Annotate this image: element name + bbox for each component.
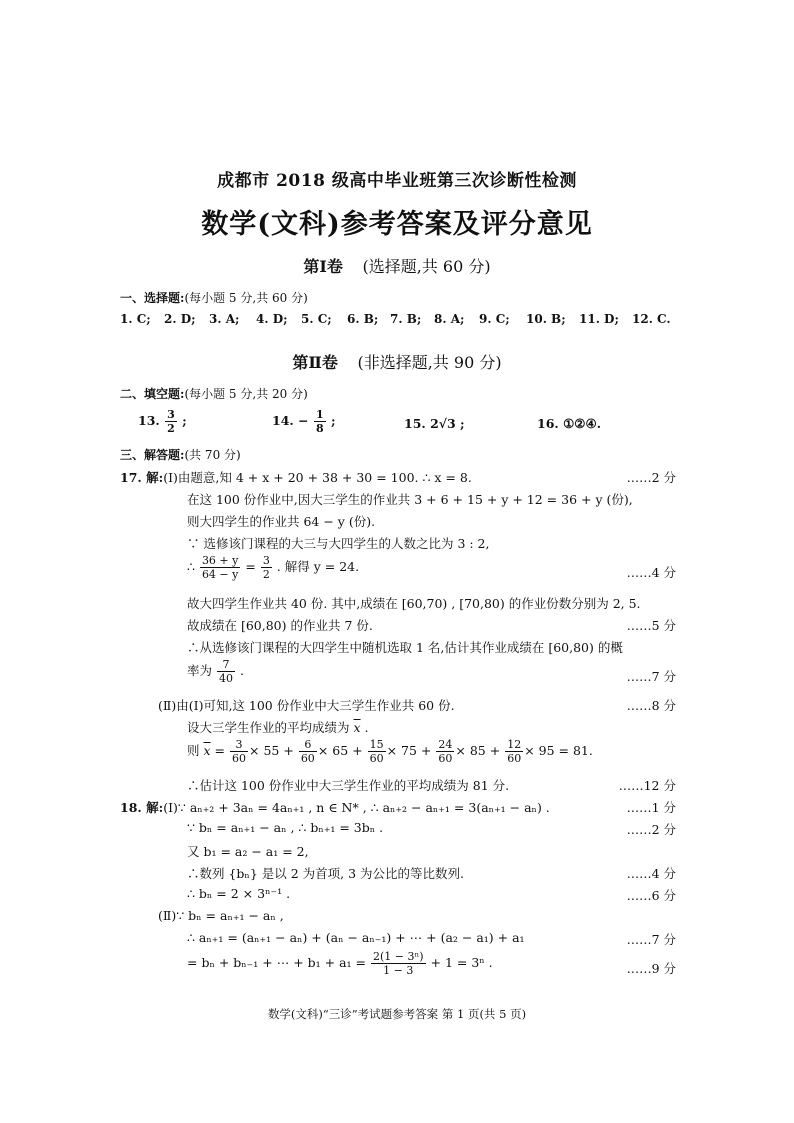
q18-line-6: (Ⅱ)∵ bₙ = aₙ₊₁ − aₙ , [158, 908, 284, 923]
answer-8: 8. A; [434, 312, 465, 326]
solve-section-heading [120, 446, 241, 463]
q18-score-2: ……2 分 [626, 822, 676, 837]
answer-6: 6. B; [347, 312, 379, 326]
q18-score-5: ……7 分 [626, 932, 676, 947]
q18-line-7: ∴ aₙ₊₁ = (aₙ₊₁ − aₙ) + (aₙ − aₙ₋₁) + ⋯ + (a₂ − a₁) + a₁ [187, 930, 525, 945]
q18-line-5: ∴ bₙ = 2 × 3ⁿ⁻¹ . [187, 886, 291, 901]
page-footer: 数学(文科)“三诊”考试题参考答案 第 1 页(共 5 页) [267, 1007, 527, 1021]
q17-score-1: ……2 分 [626, 470, 676, 485]
q17-probability-fraction: $\frac{7}{40}$ [219, 658, 233, 685]
fill-answer-15: 15. 2√3 ; [404, 416, 465, 431]
part1-subtitle: (选择题,共 60 分) [362, 257, 491, 276]
q17-score-4: ……7 分 [626, 669, 676, 684]
choice-answers [120, 312, 671, 326]
answer-2: 2. D; [164, 312, 196, 326]
part1-heading [0, 254, 794, 277]
title-line1: 成都市 2018 级高中毕业班第三次诊断性检测 [217, 171, 577, 191]
answer-3: 3. A; [209, 312, 240, 326]
q17-label: 17. 解: [120, 470, 164, 485]
fill-section-heading [120, 385, 308, 402]
q18-score-4: ……6 分 [626, 888, 676, 903]
solve-section-label: 三、解答题: [120, 448, 185, 462]
q17-line-10: (Ⅱ)由(Ⅰ)可知,这 100 份作业中大三学生作业共 60 份. [158, 698, 455, 713]
fill-answer-13: 13. $\frac{3}{2}$ ; [138, 408, 187, 435]
q17-ratio-fraction: $\frac{36 + y}{64 - y}$ [201, 554, 239, 581]
part2-heading [0, 350, 794, 373]
fill-14-label: 14. − [272, 413, 309, 428]
q17-line-2: 在这 100 份作业中,因大三学生的作业共 3 + 6 + 15 + y + 12 = 36 + y (份), [187, 492, 633, 507]
fill-answer-14: 14. − $\frac{1}{8}$ ; [272, 408, 336, 435]
choice-section-note: (每小题 5 分,共 60 分) [184, 291, 308, 305]
choice-section-label: 一、选择题: [120, 291, 185, 305]
q18-score-6: ……9 分 [626, 961, 676, 976]
q18-score-1: ……1 分 [626, 800, 676, 815]
q18-line-1: 18. 解:(Ⅰ)∵ aₙ₊₂ + 3aₙ = 4aₙ₊₁ , n ∈ N* , ∴ aₙ₊₂ − aₙ₊₁ = 3(aₙ₊₁ − aₙ) . [120, 800, 550, 815]
q17-score-6: ……12 分 [618, 778, 676, 793]
fill-13-fraction: $\frac{3}{2}$ [167, 408, 175, 435]
q18-sum-fraction: $\frac{\text{2(1 − 3ⁿ)}}{1 - 3}$ [372, 950, 424, 977]
fill-14-fraction: $\frac{1}{8}$ [315, 408, 324, 435]
q17-three-halves: $\frac{3}{2}$ [262, 554, 270, 581]
part2-title: 第Ⅱ卷 [292, 353, 338, 372]
choice-section-heading [120, 289, 308, 306]
q17-line-11: 设大三学生作业的平均成绩为 $\overline{x}$ . [187, 720, 369, 735]
fill-section-note: (每小题 5 分,共 20 分) [184, 387, 308, 401]
answer-7: 7. B; [390, 312, 422, 326]
q17-line-5: ∴ $\frac{36 + y}{64 - y}$ = $\frac{3}{2}$ . 解得 y = 24. [187, 554, 360, 581]
part2-subtitle: (非选择题,共 90 分) [357, 353, 502, 372]
fill-answer-16: 16. ①②④. [537, 416, 602, 431]
q17-line-3: 则大四学生的作业共 64 − y (份). [187, 514, 376, 529]
title-line2: 数学(文科)参考答案及评分意见 [201, 209, 593, 240]
q18-score-3: ……4 分 [626, 866, 676, 881]
q17-score-3: ……5 分 [626, 618, 676, 633]
q18-label: 18. 解: [120, 800, 164, 815]
solve-section-note: (共 70 分) [184, 448, 241, 462]
q17-line-9: 率为 $\frac{7}{40}$ . [187, 658, 244, 685]
answer-4: 4. D; [256, 312, 288, 326]
q18-line-3: 又 b₁ = a₂ − a₁ = 2, [187, 844, 309, 859]
fill-section-label: 二、填空题: [120, 387, 185, 401]
fill-13-label: 13. [138, 413, 160, 428]
q17-line-12: 则 $\overline{x}$ = $\frac{3}{60}$ × 55 + $\frac{6}{60}$ × 65 + $\frac{15}{60}$ × 75 + $\frac{24}{60}$ × 85 + $\frac{12}{60}$ × 95 = 81. [187, 738, 593, 765]
q17-line-7: 故成绩在 [60,80) 的作业共 7 份. [187, 618, 373, 633]
q18-line-8: = bₙ + bₙ₋₁ + ⋯ + b₁ + a₁ = $\frac{\text{2(1 − 3ⁿ)}}{1 - 3}$ + 1 = 3ⁿ . [187, 950, 493, 977]
q18-line-4: ∴数列 {bₙ} 是以 2 为首项, 3 为公比的等比数列. [187, 866, 465, 881]
q18-line-2: ∵ bₙ = aₙ₊₁ − aₙ , ∴ bₙ₊₁ = 3bₙ . [187, 820, 384, 835]
answer-11: 11. D; [579, 312, 619, 326]
q17-line-13: ∴估计这 100 份作业中大三学生作业的平均成绩为 81 分. [187, 778, 510, 793]
q17-score-5: ……8 分 [626, 698, 676, 713]
part1-title: 第Ⅰ卷 [303, 257, 343, 276]
answer-5: 5. C; [301, 312, 332, 326]
answer-1: 1. C; [120, 312, 151, 326]
answer-9: 9. C; [479, 312, 510, 326]
answer-12: 12. C. [632, 312, 671, 326]
q17-score-2: ……4 分 [626, 565, 676, 580]
q17-line-6: 故大四学生作业共 40 份. 其中,成绩在 [60,70) , [70,80) 的作业份数分别为 2, 5. [187, 596, 641, 611]
q17-line-1: 17. 解:(Ⅰ)由题意,知 4 + x + 20 + 38 + 30 = 100. ∴ x = 8. [120, 470, 472, 485]
q17-line-4: ∵ 选修该门课程的大三与大四学生的人数之比为 3 : 2, [187, 536, 490, 551]
answer-10: 10. B; [526, 312, 566, 326]
q17-line-8: ∴从选修该门课程的大四学生中随机选取 1 名,估计其作业成绩在 [60,80) 的概 [187, 640, 623, 655]
